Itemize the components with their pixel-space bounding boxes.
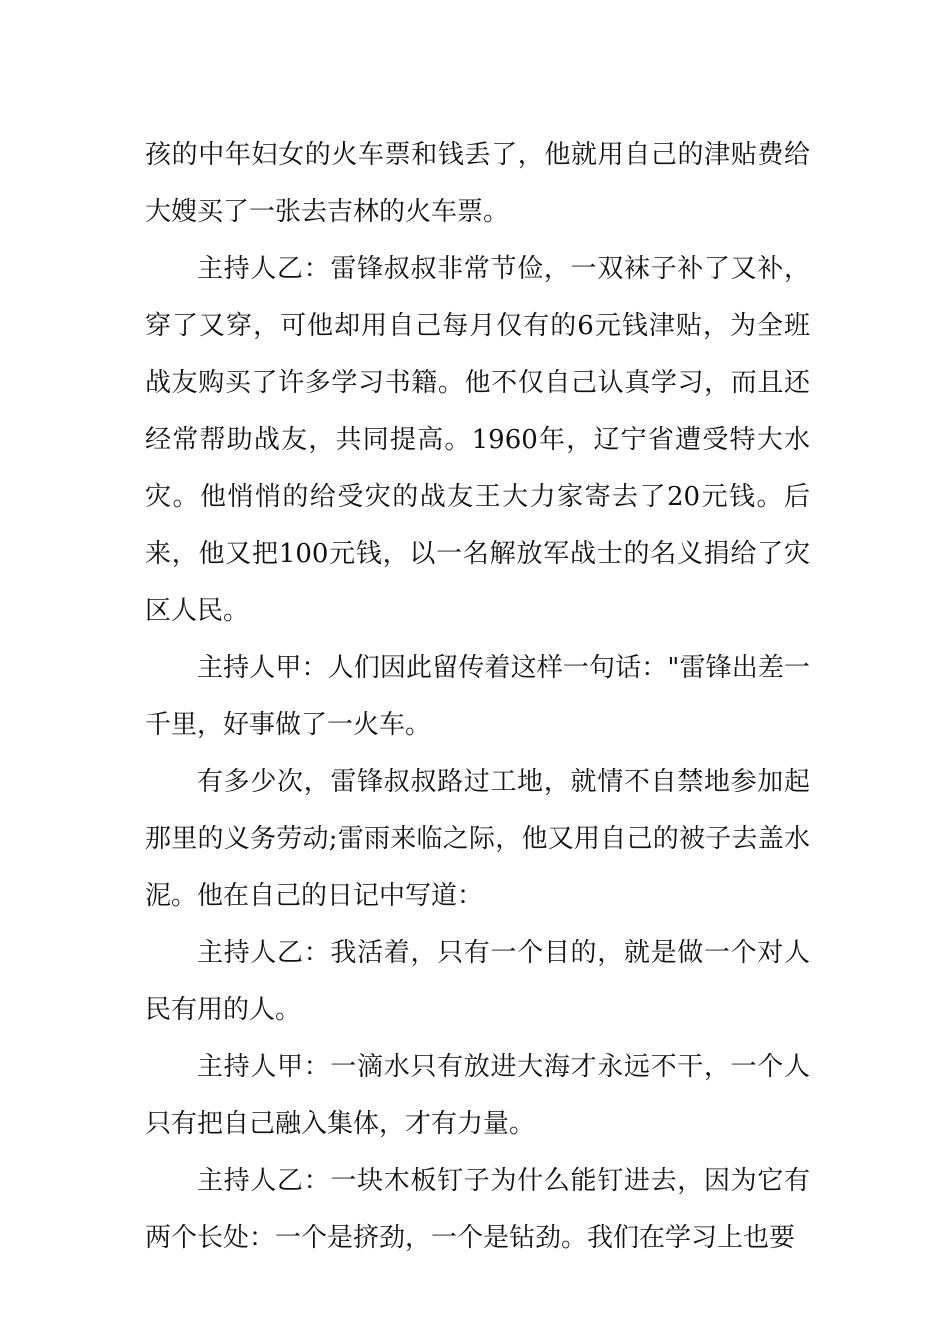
paragraph: 有多少次，雷锋叔叔路过工地，就情不自禁地参加起那里的义务劳动;雷雨来临之际，他又用自己的被子去盖水泥。他在自己的日记中写道： [145, 767, 810, 911]
paragraph: 主持人乙：雷锋叔叔非常节俭，一双袜子补了又补，穿了又穿，可他却用自己每月仅有的6元钱津贴，为全班战友购买了许多学习书籍。他不仅自己认真学习，而且还经常帮助战友，共同提高。1960年，辽宁省遭受特大水灾。他悄悄的给受灾的战友王大力家寄去了20元钱。后来，他又把100元钱，以一名解放军战士的名义捐给了灾区人民。 [145, 254, 810, 626]
paragraph: 孩的中年妇女的火车票和钱丢了，他就用自己的津贴费给大嫂买了一张去吉林的火车票。 [145, 140, 810, 227]
paragraph: 主持人乙：一块木板钉子为什么能钉进去，因为它有两个长处：一个是挤劲，一个是钻劲。我们在学习上也要 [145, 1166, 810, 1253]
document-body [145, 127, 810, 1267]
paragraph: 主持人甲：人们因此留传着这样一句话："雷锋出差一千里，好事做了一火车。 [145, 653, 810, 740]
paragraph: 主持人甲：一滴水只有放进大海才永远不干，一个人只有把自己融入集体，才有力量。 [145, 1052, 810, 1139]
paragraph: 主持人乙：我活着，只有一个目的，就是做一个对人民有用的人。 [145, 938, 810, 1025]
